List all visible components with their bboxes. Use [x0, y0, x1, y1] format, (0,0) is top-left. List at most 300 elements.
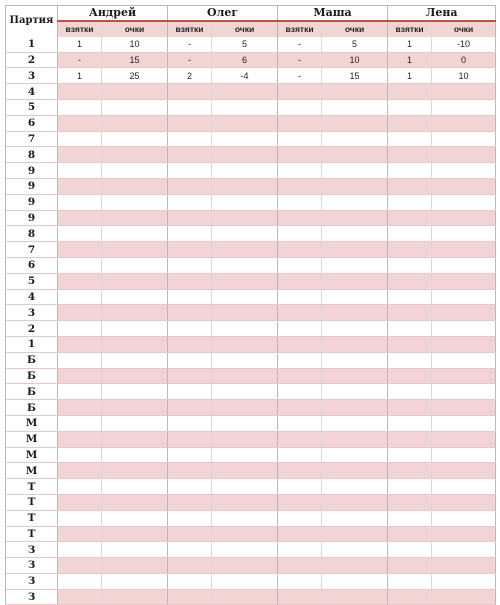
party-label: М: [6, 447, 58, 463]
points-cell: [212, 558, 278, 574]
table-row: [6, 336, 496, 352]
points-cell: [212, 400, 278, 416]
points-cell: [212, 210, 278, 226]
tricks-cell: [168, 131, 212, 147]
tricks-cell: [278, 257, 322, 273]
points-cell: [322, 400, 388, 416]
points-cell: [102, 178, 168, 194]
tricks-cell: -: [278, 37, 322, 52]
party-label: Б: [6, 352, 58, 368]
points-cell: [212, 305, 278, 321]
party-label: 6: [6, 115, 58, 131]
points-cell: [212, 352, 278, 368]
points-cell: [102, 463, 168, 479]
points-cell: [432, 226, 496, 242]
party-label: 2: [6, 321, 58, 337]
points-cell: [212, 115, 278, 131]
points-cell: [432, 542, 496, 558]
table-row: [6, 479, 496, 495]
tricks-cell: [278, 194, 322, 210]
points-cell: [102, 336, 168, 352]
tricks-cell: [58, 479, 102, 495]
points-cell: [432, 305, 496, 321]
tricks-cell: [58, 84, 102, 100]
points-cell: [102, 526, 168, 542]
tricks-cell: [278, 242, 322, 258]
tricks-cell: [278, 131, 322, 147]
points-cell: [322, 210, 388, 226]
tricks-cell: 1: [388, 68, 432, 84]
points-cell: [322, 289, 388, 305]
tricks-cell: [168, 400, 212, 416]
tricks-cell: -: [278, 52, 322, 68]
party-label: Т: [6, 526, 58, 542]
tricks-cell: [278, 558, 322, 574]
party-label: 8: [6, 226, 58, 242]
tricks-cell: [58, 178, 102, 194]
table-row: [6, 115, 496, 131]
tricks-cell: [388, 163, 432, 179]
tricks-cell: [278, 289, 322, 305]
player-name-andrey: Андрей: [58, 6, 168, 22]
table-row: [6, 384, 496, 400]
party-label: 9: [6, 178, 58, 194]
tricks-cell: [278, 589, 322, 605]
tricks-cell: [278, 479, 322, 495]
points-cell: [432, 463, 496, 479]
points-cell: [432, 147, 496, 163]
points-cell: [322, 510, 388, 526]
points-cell: [212, 479, 278, 495]
points-cell: [212, 178, 278, 194]
tricks-column-header: взятки: [278, 21, 322, 37]
table-row: [6, 400, 496, 416]
points-cell: [322, 226, 388, 242]
tricks-cell: [388, 336, 432, 352]
tricks-cell: [388, 305, 432, 321]
points-cell: [212, 415, 278, 431]
points-cell: [102, 542, 168, 558]
party-label: Б: [6, 368, 58, 384]
tricks-cell: [278, 542, 322, 558]
tricks-cell: [278, 226, 322, 242]
tricks-cell: [278, 463, 322, 479]
points-cell: [322, 115, 388, 131]
tricks-cell: [168, 479, 212, 495]
tricks-cell: [168, 210, 212, 226]
tricks-cell: [168, 542, 212, 558]
table-row: [6, 368, 496, 384]
table-row: [6, 431, 496, 447]
table-row: [6, 131, 496, 147]
points-cell: 5: [322, 37, 388, 52]
party-column-header: Партия: [6, 6, 58, 37]
tricks-cell: [168, 147, 212, 163]
tricks-cell: [168, 494, 212, 510]
party-label: 3: [6, 305, 58, 321]
points-cell: [432, 210, 496, 226]
points-cell: [212, 99, 278, 115]
tricks-cell: [168, 163, 212, 179]
tricks-cell: [168, 463, 212, 479]
table-row: [6, 257, 496, 273]
tricks-cell: [388, 368, 432, 384]
table-row: [6, 463, 496, 479]
tricks-cell: [168, 99, 212, 115]
tricks-cell: [278, 305, 322, 321]
tricks-cell: [388, 242, 432, 258]
party-label: 2: [6, 52, 58, 68]
party-label: М: [6, 415, 58, 431]
tricks-cell: [278, 368, 322, 384]
party-label: З: [6, 573, 58, 589]
points-cell: [212, 589, 278, 605]
points-cell: [212, 431, 278, 447]
points-cell: 25: [102, 68, 168, 84]
points-column-header: очки: [212, 21, 278, 37]
tricks-cell: [58, 242, 102, 258]
tricks-cell: [278, 526, 322, 542]
tricks-cell: [278, 273, 322, 289]
points-column-header: очки: [102, 21, 168, 37]
party-label: 9: [6, 194, 58, 210]
points-cell: -4: [212, 68, 278, 84]
tricks-cell: [58, 558, 102, 574]
points-cell: 15: [322, 68, 388, 84]
party-label: Б: [6, 384, 58, 400]
table-row: [6, 447, 496, 463]
points-cell: [432, 336, 496, 352]
points-cell: [432, 431, 496, 447]
points-cell: [432, 273, 496, 289]
table-row: [6, 84, 496, 100]
party-label: М: [6, 463, 58, 479]
points-cell: [322, 447, 388, 463]
tricks-cell: [58, 131, 102, 147]
tricks-cell: [388, 384, 432, 400]
points-cell: [212, 194, 278, 210]
table-row: [6, 526, 496, 542]
tricks-cell: [168, 194, 212, 210]
tricks-cell: [58, 163, 102, 179]
tricks-cell: 1: [58, 68, 102, 84]
tricks-cell: 1: [388, 52, 432, 68]
points-cell: [102, 84, 168, 100]
tricks-cell: [58, 273, 102, 289]
tricks-cell: 2: [168, 68, 212, 84]
points-cell: [432, 558, 496, 574]
points-cell: [432, 289, 496, 305]
party-label: 1: [6, 37, 58, 52]
points-cell: [102, 352, 168, 368]
tricks-cell: [168, 589, 212, 605]
points-cell: [102, 321, 168, 337]
points-cell: 10: [432, 68, 496, 84]
table-row: [6, 305, 496, 321]
tricks-cell: [168, 368, 212, 384]
subheader-row: [6, 21, 496, 37]
tricks-cell: [58, 226, 102, 242]
points-cell: [432, 194, 496, 210]
tricks-cell: [278, 400, 322, 416]
tricks-cell: [388, 447, 432, 463]
points-cell: [102, 368, 168, 384]
points-cell: [322, 542, 388, 558]
table-row: [6, 68, 496, 84]
points-cell: [322, 194, 388, 210]
tricks-cell: [58, 384, 102, 400]
tricks-cell: [58, 573, 102, 589]
tricks-cell: [168, 226, 212, 242]
tricks-cell: [58, 510, 102, 526]
tricks-cell: [168, 242, 212, 258]
tricks-cell: [278, 494, 322, 510]
tricks-cell: [388, 526, 432, 542]
tricks-cell: [388, 352, 432, 368]
tricks-cell: [58, 321, 102, 337]
points-cell: [102, 384, 168, 400]
tricks-cell: [168, 447, 212, 463]
points-cell: [322, 479, 388, 495]
points-cell: [102, 226, 168, 242]
player-name-lena: Лена: [388, 6, 496, 22]
points-cell: [212, 131, 278, 147]
points-cell: [432, 400, 496, 416]
tricks-cell: [388, 400, 432, 416]
party-label: Т: [6, 494, 58, 510]
table-row: [6, 321, 496, 337]
tricks-column-header: взятки: [388, 21, 432, 37]
tricks-cell: [168, 84, 212, 100]
points-cell: [432, 589, 496, 605]
points-cell: [212, 542, 278, 558]
points-cell: -10: [432, 37, 496, 52]
points-cell: [212, 147, 278, 163]
points-cell: [212, 84, 278, 100]
points-cell: [322, 573, 388, 589]
tricks-cell: [58, 463, 102, 479]
points-cell: 10: [102, 37, 168, 52]
points-cell: [322, 305, 388, 321]
tricks-cell: [388, 147, 432, 163]
points-cell: [432, 242, 496, 258]
tricks-cell: [58, 99, 102, 115]
table-row: [6, 210, 496, 226]
points-cell: [322, 242, 388, 258]
points-cell: [102, 479, 168, 495]
tricks-cell: [388, 289, 432, 305]
points-cell: [322, 368, 388, 384]
points-cell: [322, 336, 388, 352]
points-cell: [102, 194, 168, 210]
tricks-cell: [388, 415, 432, 431]
party-label: Т: [6, 510, 58, 526]
party-label: 7: [6, 242, 58, 258]
table-row: [6, 194, 496, 210]
score-rows: [6, 37, 496, 605]
party-label: М: [6, 431, 58, 447]
party-label: 8: [6, 147, 58, 163]
player-name-masha: Маша: [278, 6, 388, 22]
points-cell: [102, 99, 168, 115]
tricks-cell: [388, 463, 432, 479]
player-name-oleg: Олег: [168, 6, 278, 22]
points-cell: [102, 510, 168, 526]
points-cell: [432, 526, 496, 542]
points-cell: [322, 84, 388, 100]
points-cell: [322, 384, 388, 400]
tricks-cell: [168, 321, 212, 337]
table-row: [6, 52, 496, 68]
table-row: [6, 558, 496, 574]
points-cell: [102, 163, 168, 179]
points-cell: [322, 494, 388, 510]
points-cell: [102, 273, 168, 289]
tricks-cell: [168, 510, 212, 526]
tricks-cell: [388, 226, 432, 242]
tricks-cell: [58, 589, 102, 605]
tricks-cell: [58, 115, 102, 131]
tricks-cell: [168, 336, 212, 352]
points-cell: [322, 431, 388, 447]
tricks-cell: [58, 147, 102, 163]
tricks-cell: -: [278, 68, 322, 84]
table-row: [6, 147, 496, 163]
points-cell: [102, 558, 168, 574]
party-label: З: [6, 589, 58, 605]
table-row: [6, 273, 496, 289]
tricks-cell: [388, 273, 432, 289]
tricks-cell: -: [58, 52, 102, 68]
points-cell: [102, 289, 168, 305]
party-label: Т: [6, 479, 58, 495]
points-cell: [432, 368, 496, 384]
tricks-cell: [168, 352, 212, 368]
tricks-cell: [388, 84, 432, 100]
tricks-cell: [388, 558, 432, 574]
tricks-cell: [278, 84, 322, 100]
player-header-row: [6, 6, 496, 22]
tricks-cell: [168, 431, 212, 447]
points-cell: [432, 415, 496, 431]
points-cell: [102, 415, 168, 431]
points-cell: 15: [102, 52, 168, 68]
points-cell: [212, 510, 278, 526]
points-cell: [212, 242, 278, 258]
table-row: [6, 494, 496, 510]
points-cell: [102, 131, 168, 147]
party-label: Б: [6, 400, 58, 416]
points-cell: [432, 447, 496, 463]
points-cell: [212, 273, 278, 289]
tricks-cell: [58, 494, 102, 510]
tricks-cell: [58, 368, 102, 384]
score-table: [5, 5, 496, 605]
tricks-cell: [278, 210, 322, 226]
tricks-cell: [168, 305, 212, 321]
tricks-cell: [278, 147, 322, 163]
tricks-cell: 1: [388, 37, 432, 52]
tricks-cell: 1: [58, 37, 102, 52]
points-cell: [432, 352, 496, 368]
tricks-cell: [168, 558, 212, 574]
tricks-cell: [168, 257, 212, 273]
points-cell: [322, 273, 388, 289]
tricks-cell: [58, 336, 102, 352]
points-cell: 5: [212, 37, 278, 52]
party-label: 6: [6, 257, 58, 273]
points-cell: [432, 131, 496, 147]
points-cell: [322, 131, 388, 147]
points-cell: [212, 257, 278, 273]
table-row: [6, 542, 496, 558]
party-label: 7: [6, 131, 58, 147]
tricks-cell: [388, 115, 432, 131]
points-cell: [212, 321, 278, 337]
points-cell: [212, 447, 278, 463]
party-label: 5: [6, 99, 58, 115]
points-cell: [212, 336, 278, 352]
tricks-cell: [278, 163, 322, 179]
table-row: [6, 415, 496, 431]
party-label: 3: [6, 68, 58, 84]
tricks-cell: [388, 131, 432, 147]
points-cell: [322, 589, 388, 605]
tricks-cell: [58, 526, 102, 542]
tricks-cell: [388, 99, 432, 115]
tricks-cell: [278, 384, 322, 400]
points-cell: [322, 526, 388, 542]
tricks-cell: [278, 99, 322, 115]
tricks-cell: [168, 178, 212, 194]
party-label: З: [6, 558, 58, 574]
points-cell: [102, 242, 168, 258]
points-cell: [212, 494, 278, 510]
points-cell: [322, 352, 388, 368]
tricks-cell: [168, 273, 212, 289]
party-label: 9: [6, 163, 58, 179]
tricks-cell: [388, 494, 432, 510]
tricks-cell: [168, 526, 212, 542]
table-row: [6, 37, 496, 52]
tricks-cell: [168, 415, 212, 431]
tricks-cell: [58, 257, 102, 273]
points-cell: [432, 494, 496, 510]
tricks-cell: [278, 178, 322, 194]
tricks-cell: [168, 384, 212, 400]
points-cell: [102, 147, 168, 163]
tricks-cell: [58, 194, 102, 210]
points-cell: [322, 257, 388, 273]
points-cell: [432, 257, 496, 273]
tricks-cell: [388, 573, 432, 589]
tricks-cell: [388, 257, 432, 273]
party-label: 4: [6, 84, 58, 100]
points-cell: 6: [212, 52, 278, 68]
tricks-cell: [388, 194, 432, 210]
tricks-cell: [388, 510, 432, 526]
tricks-cell: [58, 352, 102, 368]
tricks-cell: [278, 415, 322, 431]
points-cell: [102, 494, 168, 510]
points-cell: 10: [322, 52, 388, 68]
tricks-cell: [168, 289, 212, 305]
points-cell: [322, 463, 388, 479]
points-cell: [212, 163, 278, 179]
tricks-cell: [278, 336, 322, 352]
table-row: [6, 289, 496, 305]
points-cell: [212, 384, 278, 400]
